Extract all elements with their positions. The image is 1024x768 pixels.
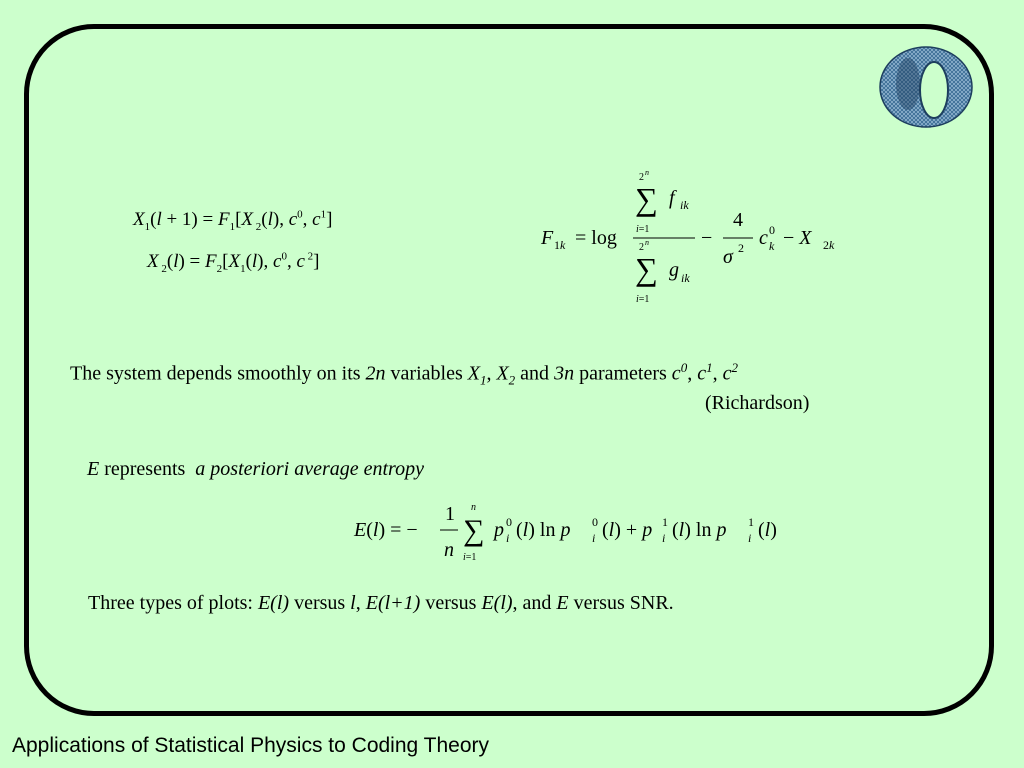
svg-text:p: p — [494, 519, 504, 541]
citation: (Richardson) — [705, 392, 810, 414]
svg-text:i=1: i=1 — [463, 552, 477, 563]
svg-text:(l) ln p: (l) ln p — [672, 519, 727, 541]
svg-text:1k: 1k — [554, 238, 566, 252]
svg-text:i=1: i=1 — [636, 224, 650, 235]
svg-text:E(l) = −: E(l) = − — [354, 519, 418, 541]
svg-text:i=1: i=1 — [636, 294, 650, 305]
svg-text:(l) ln p: (l) ln p — [516, 519, 571, 541]
svg-text:2: 2 — [639, 172, 644, 183]
equation-x1-update: $X_1(l + 1) = F_1[X$ $_2$(l), $c^0$, $c^1$] — [133, 208, 333, 233]
svg-text:(l) + p: (l) + p — [602, 519, 653, 541]
svg-text:∑: ∑ — [463, 514, 485, 547]
svg-text:2: 2 — [738, 241, 744, 255]
svg-text:1: 1 — [445, 503, 455, 525]
entropy-definition: E represents a posteriori average entropy — [87, 458, 424, 480]
svg-text:n: n — [645, 168, 649, 177]
svg-text:i: i — [592, 531, 596, 545]
svg-text:n: n — [471, 502, 476, 513]
svg-text:(l): (l) — [758, 519, 777, 541]
footer-title: Applications of Statistical Physics to Coding Theory — [12, 734, 490, 757]
svg-text:1: 1 — [662, 515, 668, 529]
svg-text:i: i — [662, 531, 666, 545]
svg-text:0: 0 — [506, 515, 512, 529]
equation-x2-update: X $_2(l) = F_2[X_1(l)$, $c^0$, c $^2$] — [147, 250, 320, 275]
ring-logo-icon — [878, 44, 974, 130]
svg-text:2: 2 — [639, 242, 644, 253]
svg-text:2k: 2k — [823, 238, 835, 252]
svg-text:ik: ik — [681, 271, 690, 285]
svg-text:n: n — [444, 539, 454, 561]
svg-text:1: 1 — [748, 515, 754, 529]
svg-text:g: g — [669, 259, 679, 281]
svg-text:4: 4 — [733, 209, 743, 231]
svg-text:0: 0 — [769, 223, 775, 237]
svg-text:i: i — [506, 531, 510, 545]
svg-text:k: k — [769, 239, 775, 253]
equation-f1k — [535, 168, 855, 308]
system-description: The system depends smoothly on its 2n variables $X_1$, $X_2$ and 3n parameters $c^0$, $c^1$, $c^2$ — [70, 360, 738, 388]
svg-text:∑: ∑ — [635, 251, 658, 287]
svg-text:σ: σ — [723, 246, 733, 268]
svg-text:ik: ik — [680, 198, 689, 212]
svg-text:∑: ∑ — [635, 181, 658, 217]
svg-text:n: n — [645, 238, 649, 247]
svg-text:− X: − X — [783, 227, 812, 249]
plot-types: Three types of plots: E(l) versus l, E(l+1) versus E(l), and E versus SNR. — [88, 592, 674, 614]
svg-text:0: 0 — [592, 515, 598, 529]
svg-text:−: − — [701, 227, 713, 249]
svg-text:c: c — [759, 227, 768, 249]
svg-text:= log: = log — [575, 227, 617, 249]
svg-text:f: f — [669, 187, 675, 209]
equation-entropy — [350, 498, 790, 568]
svg-text:i: i — [748, 531, 752, 545]
svg-text:F: F — [541, 227, 554, 249]
